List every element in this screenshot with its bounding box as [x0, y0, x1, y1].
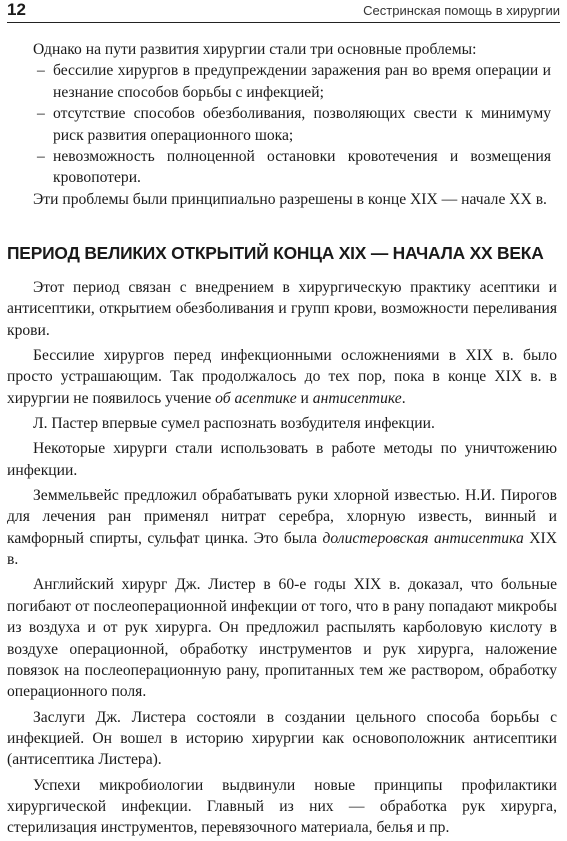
term-pre-lister: долистеровская антисептика	[322, 529, 524, 547]
intro-conclusion: Эти проблемы были принципиально разрешены в конце XIX — начале XX в.	[33, 190, 547, 208]
problems-list	[33, 60, 551, 188]
term-antisepsis: антисептике	[312, 389, 402, 407]
paragraph-7: Заслуги Дж. Листера состояли в создании цельного способа борьбы с инфекцией. Он вошел в историю хирургии как основоположник антисептики (антисептика Листера).	[7, 708, 557, 769]
list-item: – невозможность полноценной остановки кровотечения и возмещения кровопотери.	[33, 146, 551, 189]
paragraph-text: XIX в.	[7, 529, 557, 569]
paragraph-text: Бессилие хирургов перед инфекционными осложнениями в XIX в. было просто устрашающим. Так продолжалось до тех пор, пока в конце XIX в. в хирургии не появилось учение	[7, 347, 557, 407]
paragraph-5	[7, 485, 557, 570]
intro-block	[33, 39, 551, 210]
running-head: Сестринская помощь в хирургии	[363, 3, 560, 18]
page-header	[7, 0, 560, 23]
section-heading: ПЕРИОД ВЕЛИКИХ ОТКРЫТИЙ КОНЦА XIX — НАЧАЛА XX ВЕКА	[7, 243, 544, 263]
page-number: 12	[7, 0, 26, 19]
list-item: – бессилие хирургов в предупреждении заражения ран во время операции и незнание способов борьбы с инфекцией;	[33, 60, 551, 103]
list-item: – отсутствие способов обезболивания, позволяющих свести к минимуму риск развития операционного шока;	[33, 103, 551, 146]
term-asepsis: об асептике	[215, 389, 297, 407]
paragraph-4: Некоторые хирурги стали использовать в работе методы по уничтожению инфекции.	[7, 440, 557, 479]
paragraph-text: и	[296, 389, 313, 407]
paragraph-8: Успехи микробиологии выдвинули новые принципы профилактики хирургической инфекции. Главный из них — обработка рук хирурга, стерилизация инструментов, перевязочного материала, белья и пр.	[7, 776, 557, 837]
section-body	[7, 277, 557, 839]
paragraph-2	[7, 345, 557, 409]
paragraph-1: Этот период связан с внедрением в хирургическую практику асептики и антисептики, открытием обезболивания и групп крови, возможности переливания крови.	[7, 279, 557, 339]
paragraph-text: Земмельвейс предложил обрабатывать руки хлорной известью. Н.И. Пирогов для лечения ран применял нитрат серебра, хлорную известь, винный и камфорный спирты, сульфат цинка. Это была	[7, 487, 557, 547]
paragraph-6: Английский хирург Дж. Листер в 60-е годы XIX в. доказал, что больные погибают от послеоперационной инфекции от того, что в рану попадают микробы из воздуха и от рук хирурга. Он предложил распылять карболовую кислоту в воздухе операционной, обработку инструментов и рук хирурга, наложение повязок на послеоперационную рану, пропитанных тем же раствором, обработку операционного поля.	[7, 576, 557, 701]
intro-lead: Однако на пути развития хирургии стали три основные проблемы:	[33, 41, 477, 58]
paragraph-3: Л. Пастер впервые сумел распознать возбудителя инфекции.	[33, 415, 435, 433]
paragraph-text: .	[401, 389, 406, 407]
